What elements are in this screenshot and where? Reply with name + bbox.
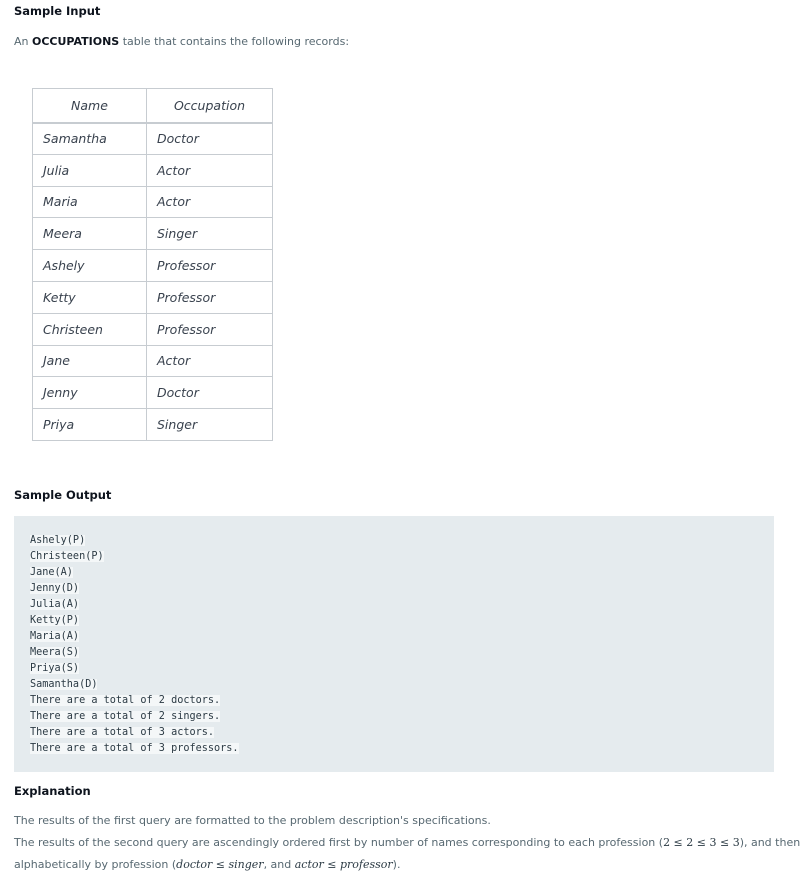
table-row — [33, 186, 273, 218]
explanation-paragraph-3: alphabetically by profession (doctor ≤ singer, and actor ≤ professor). — [14, 858, 401, 871]
table-row — [33, 345, 273, 377]
name-cell: Samantha — [33, 123, 147, 155]
name-cell: Ketty — [33, 281, 147, 313]
name-cell: Ashely — [33, 250, 147, 282]
occupations-table — [32, 88, 273, 441]
output-line: Maria(A) — [30, 631, 80, 642]
output-line: Christeen(P) — [30, 551, 104, 562]
explanation-paragraph-1: The results of the first query are formatted to the problem description's specifications. — [14, 814, 491, 827]
sample-output-code-block — [14, 516, 774, 772]
math-actor-professor: actor ≤ professor — [294, 858, 393, 871]
name-cell: Julia — [33, 154, 147, 186]
output-line: There are a total of 2 singers. — [30, 711, 221, 722]
occupation-cell: Actor — [147, 154, 273, 186]
occupation-cell: Professor — [147, 313, 273, 345]
table-header-row — [33, 89, 273, 123]
table-name: OCCUPATIONS — [32, 35, 120, 48]
table-row — [33, 250, 273, 282]
occupation-cell: Singer — [147, 218, 273, 250]
column-header-name: Name — [33, 89, 147, 123]
output-line: Ashely(P) — [30, 535, 86, 546]
sample-input-intro: An OCCUPATIONS table that contains the following records: — [14, 35, 350, 48]
output-line: Jenny(D) — [30, 583, 80, 594]
output-line: Meera(S) — [30, 647, 80, 658]
table-row — [33, 409, 273, 441]
math-inequality: 2 ≤ 2 ≤ 3 ≤ 3 — [663, 836, 740, 849]
table-row — [33, 154, 273, 186]
output-line: There are a total of 3 professors. — [30, 743, 239, 754]
name-cell: Maria — [33, 186, 147, 218]
explanation-heading: Explanation — [14, 784, 91, 798]
table-row — [33, 377, 273, 409]
occupation-cell: Singer — [147, 409, 273, 441]
table-row — [33, 218, 273, 250]
math-doctor-singer: doctor ≤ singer — [176, 858, 264, 871]
name-cell: Priya — [33, 409, 147, 441]
output-line: Ketty(P) — [30, 615, 80, 626]
output-line: Julia(A) — [30, 599, 80, 610]
occupation-cell: Professor — [147, 281, 273, 313]
name-cell: Meera — [33, 218, 147, 250]
output-line: There are a total of 2 doctors. — [30, 695, 221, 706]
output-line: There are a total of 3 actors. — [30, 727, 215, 738]
sample-input-heading: Sample Input — [14, 4, 101, 18]
table-row — [33, 313, 273, 345]
name-cell: Jane — [33, 345, 147, 377]
occupation-cell: Actor — [147, 345, 273, 377]
occupation-cell: Doctor — [147, 377, 273, 409]
occupation-cell: Professor — [147, 250, 273, 282]
occupation-cell: Doctor — [147, 123, 273, 155]
table-row — [33, 123, 273, 155]
name-cell: Christeen — [33, 313, 147, 345]
sample-output-heading: Sample Output — [14, 488, 112, 502]
output-line: Samantha(D) — [30, 679, 98, 690]
column-header-occupation: Occupation — [147, 89, 273, 123]
name-cell: Jenny — [33, 377, 147, 409]
explanation-paragraph-2: The results of the second query are ascendingly ordered first by number of names corresponding to each profession (2 ≤ 2 ≤ 3 ≤ 3), and then — [14, 836, 800, 849]
output-line: Jane(A) — [30, 567, 73, 578]
table-row — [33, 281, 273, 313]
output-line: Priya(S) — [30, 663, 80, 674]
occupation-cell: Actor — [147, 186, 273, 218]
